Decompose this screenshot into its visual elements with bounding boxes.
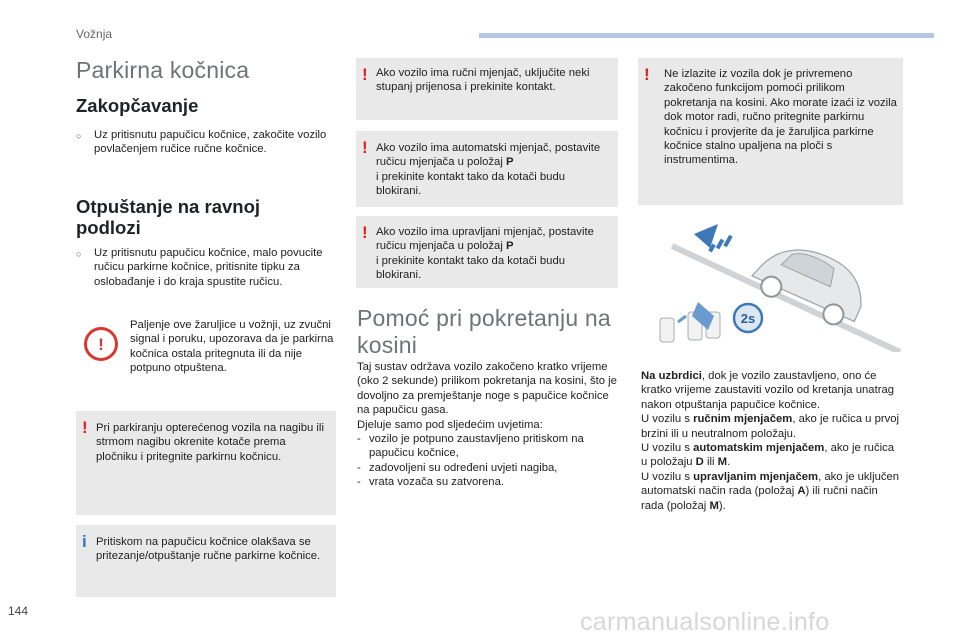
- watermark: carmanualsonline.info: [580, 608, 830, 636]
- release-instruction: ○ Uz pritisnutu papučicu kočnice, malo povucite ručicu parkirne kočnice, pritisnite tipku za oslobađanje i do kraja spustite ručicu.: [76, 247, 323, 288]
- warning-box-hill-assist: ! Ne izlazite iz vozila dok je privremeno zakočeno funkcijom pomoći prilikom pokretanja na kosini. Ako morate izaći iz vozila dok motor radi, ručno pritegnite parkirnu kočnicu i provjerite da je žaruljica parkirne kočnice stalno upaljena na ploči s instrumentima.: [638, 58, 903, 205]
- warning-icon: !: [362, 223, 368, 242]
- warning-icon: !: [644, 65, 650, 84]
- list-item: - vozilo je potpuno zaustavljeno pritiskom na papučicu kočnice,: [357, 433, 584, 460]
- svg-text:2s: 2s: [740, 311, 756, 326]
- hill-start-body: Taj sustav održava vozilo zakočeno kratko vrijeme (oko 2 sekunde) prilikom pokretanja na kosini, što je dovoljno za premještanje noge s papučice kočnice na papučicu gasa. Djeluje samo pod sljedećim uvjetima: - vozilo je potpuno zaustavljeno pritiskom na papučicu kočnice, - zadovoljeni su određeni uvjeti nagiba, - vrata vozača su zatvorena.: [357, 360, 619, 490]
- list-item: - vrata vozača su zatvorena.: [357, 476, 505, 489]
- warning-icon: !: [362, 65, 368, 84]
- release-heading: Otpuštanje na ravnoj podlozi: [76, 196, 261, 239]
- warning-icon: !: [362, 138, 368, 157]
- hill-assist-conditions: Na uzbrdici, dok je vozilo zaustavljeno, ono će kratko vrijeme zaustaviti vozilo od kretanja unatrag nakon otpuštanja papučice kočnice. U vozilu s ručnim mjenjačem, ako je ručica u prvoj brzini ili u neutralnom položaju. U vozilu s automatskim mjenjačem, ako je ručica u položaju D ili M. U vozilu s upravljanim mjenjačem, ako je uključen automatski način rada (položaj A) ili ručni način rada (položaj M).: [641, 370, 900, 512]
- info-icon: i: [82, 532, 87, 551]
- warning-box-slope: ! Pri parkiranju opterećenog vozila na nagibu ili strmom nagibu okrenite kotače prema pločniku i pritegnite parkirnu kočnicu.: [76, 411, 336, 515]
- hill-start-title: Pomoć pri pokretanju na kosini: [357, 305, 611, 359]
- warning-box-automatic: ! Ako vozilo ima automatski mjenjač, postavite ručicu mjenjača u položaj P i prekinite kontakt tako da kotači budu blokirani.: [356, 131, 618, 207]
- warning-icon: !: [82, 418, 88, 437]
- info-box-pedal: i Pritiskom na papučicu kočnice olakšava se pritezanje/otpuštanje ručne parkirne kočnice.: [76, 525, 336, 597]
- list-item: - zadovoljeni su određeni uvjeti nagiba,: [357, 461, 558, 474]
- warning-box-manual: ! Ako vozilo ima ručni mjenjač, uključite neki stupanj prijenosa i prekinite kontakt.: [356, 58, 618, 120]
- roll-back-arrow-icon: [694, 224, 733, 252]
- bullet-icon: ○: [76, 131, 82, 141]
- bullet-icon: ○: [76, 249, 82, 259]
- warning-box-pilot: ! Ako vozilo ima upravljani mjenjač, postavite ručicu mjenjača u položaj P i prekinite kontakt tako da kotači budu blokirani.: [356, 216, 618, 288]
- page-number: 144: [8, 604, 29, 618]
- brake-warning-lamp-icon: !: [84, 327, 118, 361]
- lamp-description: Paljenje ove žaruljice u vožnji, uz zvučni signal i poruku, upozorava da je parkirna kočnica ostala pritegnuta ili da nije potpuno otpuštena.: [130, 319, 334, 375]
- running-head: Vožnja: [76, 27, 113, 41]
- hill-start-illustration: [648, 212, 948, 352]
- page-title: Parkirna kočnica: [76, 57, 250, 83]
- apply-instruction: ○ Uz pritisnutu papučicu kočnice, zakočite vozilo povlačenjem ručice ručne kočnice.: [76, 129, 327, 156]
- header-bar: [479, 33, 934, 38]
- apply-heading: Zakopčavanje: [76, 95, 199, 116]
